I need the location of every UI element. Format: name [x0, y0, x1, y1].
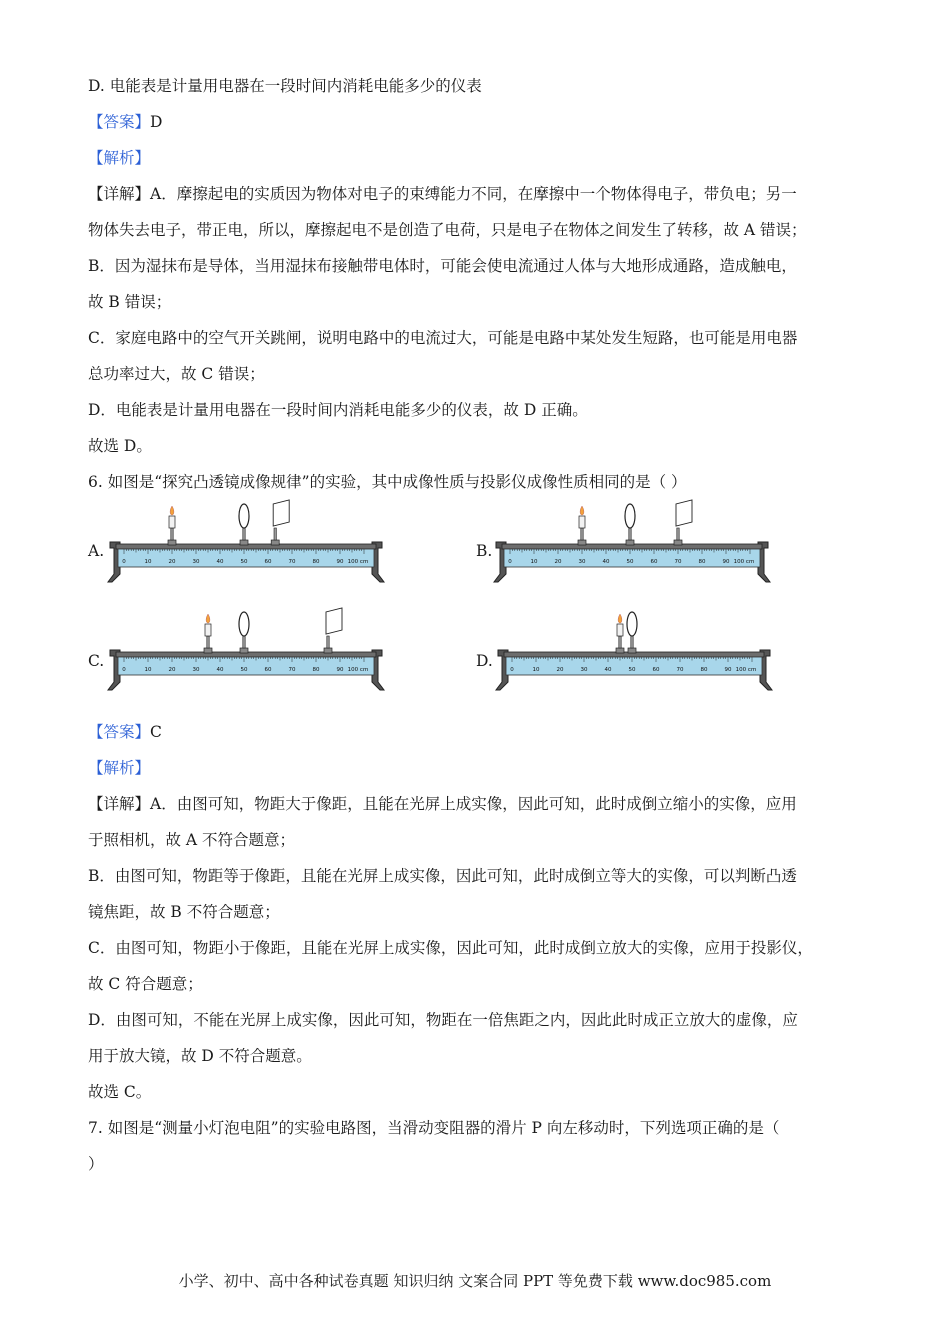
ruler-tick-label: 100 cm — [347, 667, 369, 673]
convex-lens — [627, 612, 637, 636]
analysis-tag: 【解析】 — [88, 149, 151, 167]
question-7: 7. 如图是“测量小灯泡电阻”的实验电路图，当滑动变阻器的滑片 P 向左移动时，下列选项正确的是（ — [88, 1119, 780, 1137]
ruler-tick-label: 30 — [578, 559, 586, 565]
option-label: D. — [476, 652, 493, 670]
ruler-tick-label: 0 — [122, 559, 126, 565]
answer-value: D — [150, 113, 163, 131]
ruler-tick-label: 80 — [698, 559, 706, 565]
ruler-tick-label: 40 — [216, 559, 224, 565]
detail-line: D．电能表是计量用电器在一段时间内消耗电能多少的仪表，故 D 正确。 — [88, 401, 588, 419]
lens-holder-base — [240, 648, 248, 653]
detail-text: A．摩擦起电的实质因为物体对电子的束缚能力不同，在摩擦中一个物体得电子，带负电；另一 — [150, 185, 797, 203]
screen-holder-base — [324, 648, 332, 653]
ruler-tick-label: 10 — [532, 667, 540, 673]
question-7-cont: ） — [88, 1155, 104, 1173]
candle-holder-base — [168, 540, 176, 545]
ruler-tick-label: 100 cm — [733, 559, 755, 565]
screen-holder-base — [674, 540, 682, 545]
optical-bench-b — [492, 498, 772, 588]
ruler-tick-label: 0 — [508, 559, 512, 565]
detail-text: A．由图可知，物距大于像距，且能在光屏上成实像，因此可知，此时成倒立缩小的实像，应用 — [150, 795, 797, 813]
ruler-tick-label: 30 — [192, 667, 200, 673]
page-footer: 小学、初中、高中各种试卷真题 知识归纳 文案合同 PPT 等免费下载 www.doc985.com — [178, 1272, 772, 1290]
candle — [617, 624, 623, 636]
ruler-tick-label: 50 — [240, 667, 248, 673]
detail-line: C．由图可知，物距小于像距，且能在光屏上成实像，因此可知，此时成倒立放大的实像，应用于投影仪， — [88, 939, 813, 957]
ruler-tick-label: 20 — [556, 667, 564, 673]
analysis-tag: 【解析】 — [88, 759, 151, 777]
screen-holder-post — [274, 528, 276, 540]
answer-tag: 【答案】 — [88, 723, 151, 741]
detail-line: 故 B 错误； — [88, 293, 172, 311]
lens-holder-base — [240, 540, 248, 545]
light-screen — [676, 500, 692, 526]
ruler-tick-label: 70 — [676, 667, 684, 673]
detail-line: 于照相机，故 A 不符合题意； — [88, 831, 296, 849]
option-label: C. — [88, 652, 105, 670]
detail-line: 镜焦距，故 B 不符合题意； — [88, 903, 280, 921]
candle-holder-post — [581, 528, 583, 540]
ruler-tick-label: 80 — [312, 559, 320, 565]
detail-line: 物体失去电子，带正电，所以，摩擦起电不是创造了电荷，只是电子在物体之间发生了转移，故 A 错误； — [88, 221, 807, 239]
ruler-tick-label: 70 — [288, 559, 296, 565]
screen-holder-base — [271, 540, 279, 545]
lens-holder-base — [628, 648, 636, 653]
candle — [579, 516, 585, 528]
candle-holder-post — [619, 636, 621, 648]
detail-line: 总功率过大，故 C 错误； — [88, 365, 265, 383]
candle-holder-post — [207, 636, 209, 648]
convex-lens — [239, 504, 249, 528]
detail-line: 故选 C。 — [88, 1083, 152, 1101]
convex-lens — [625, 504, 635, 528]
detail-line: 故选 D。 — [88, 437, 152, 455]
option-label: A. — [88, 542, 105, 560]
candle — [205, 624, 211, 636]
ruler-tick-label: 60 — [652, 667, 660, 673]
ruler-tick-label: 40 — [602, 559, 610, 565]
ruler-tick-label: 10 — [530, 559, 538, 565]
ruler-tick-label: 30 — [192, 559, 200, 565]
detail-line: 故 C 符合题意； — [88, 975, 203, 993]
candle-holder-base — [578, 540, 586, 545]
screen-holder-post — [677, 528, 679, 540]
ruler-tick-label: 90 — [336, 559, 344, 565]
ruler-tick-label: 60 — [650, 559, 658, 565]
candle — [169, 516, 175, 528]
optical-bench-c — [106, 606, 386, 696]
optical-bench-a — [106, 498, 386, 588]
optical-bench-d — [494, 606, 774, 696]
ruler-tick-label: 50 — [626, 559, 634, 565]
light-screen — [273, 500, 289, 526]
ruler-tick-label: 10 — [144, 559, 152, 565]
option-d-text: D. 电能表是计量用电器在一段时间内消耗电能多少的仪表 — [88, 77, 482, 95]
screen-holder-post — [327, 636, 329, 648]
question-6: 6. 如图是“探究凸透镜成像规律”的实验，其中成像性质与投影仪成像性质相同的是（ ） — [88, 473, 687, 491]
candle-flame — [170, 506, 174, 515]
answer-line-1 — [88, 112, 162, 132]
ruler-tick-label: 90 — [336, 667, 344, 673]
answer-tag: 【答案】 — [88, 113, 151, 131]
answer-line-2 — [88, 722, 162, 742]
lens-holder-post — [243, 528, 245, 540]
ruler-tick-label: 20 — [168, 559, 176, 565]
detail-tag: 【详解】 — [88, 185, 151, 203]
lens-holder-post — [243, 636, 245, 648]
detail-line: B．由图可知，物距等于像距，且能在光屏上成实像，因此可知，此时成倒立等大的实像，可以判断凸透 — [88, 867, 797, 885]
detail-line — [88, 794, 797, 814]
ruler-tick-label: 40 — [216, 667, 224, 673]
ruler-tick-label: 90 — [724, 667, 732, 673]
ruler-tick-label: 70 — [674, 559, 682, 565]
ruler-tick-label: 80 — [700, 667, 708, 673]
detail-line: B．因为湿抹布是导体，当用湿抹布接触带电体时，可能会使电流通过人体与大地形成通路，造成触电， — [88, 257, 797, 275]
ruler-tick-label: 20 — [554, 559, 562, 565]
detail-line: 用于放大镜，故 D 不符合题意。 — [88, 1047, 312, 1065]
candle-flame — [580, 506, 584, 515]
candle-flame — [618, 614, 622, 623]
ruler-tick-label: 50 — [628, 667, 636, 673]
ruler-tick-label: 70 — [288, 667, 296, 673]
detail-line: C．家庭电路中的空气开关跳闸，说明电路中的电流过大，可能是电路中某处发生短路，也可能是用电器 — [88, 329, 798, 347]
detail-tag: 【详解】 — [88, 795, 151, 813]
detail-line: D．由图可知，不能在光屏上成实像，因此可知，物距在一倍焦距之内，因此此时成正立放大的虚像，应 — [88, 1011, 798, 1029]
ruler-tick-label: 80 — [312, 667, 320, 673]
ruler-tick-label: 0 — [510, 667, 514, 673]
ruler-tick-label: 0 — [122, 667, 126, 673]
candle-holder-base — [616, 648, 624, 653]
answer-value: C — [150, 723, 162, 741]
candle-flame — [206, 614, 210, 623]
ruler-tick-label: 100 cm — [735, 667, 757, 673]
candle-holder-base — [204, 648, 212, 653]
ruler-tick-label: 50 — [240, 559, 248, 565]
lens-holder-base — [626, 540, 634, 545]
candle-holder-post — [171, 528, 173, 540]
ruler-tick-label: 40 — [604, 667, 612, 673]
ruler-tick-label: 60 — [264, 559, 272, 565]
option-label: B. — [476, 542, 493, 560]
ruler-tick-label: 20 — [168, 667, 176, 673]
ruler-tick-label: 90 — [722, 559, 730, 565]
light-screen — [326, 608, 342, 634]
ruler-tick-label: 60 — [264, 667, 272, 673]
ruler-tick-label: 10 — [144, 667, 152, 673]
detail-line — [88, 184, 797, 204]
lens-holder-post — [629, 528, 631, 540]
convex-lens — [239, 612, 249, 636]
ruler-tick-label: 30 — [580, 667, 588, 673]
ruler-tick-label: 100 cm — [347, 559, 369, 565]
lens-holder-post — [631, 636, 633, 648]
